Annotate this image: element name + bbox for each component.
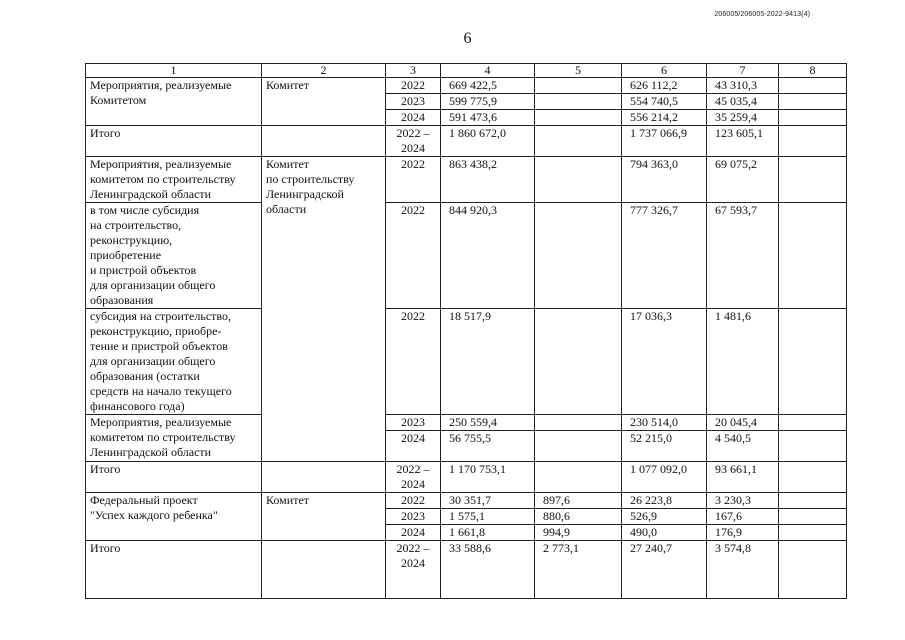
value-cell [535, 309, 622, 415]
value-cell [535, 78, 622, 94]
value-cell: 17 036,3 [622, 309, 707, 415]
value-cell [779, 541, 847, 599]
value-cell [779, 493, 847, 509]
header-row [86, 64, 847, 78]
value-cell: 1 481,6 [707, 309, 779, 415]
value-cell: 45 035,4 [707, 94, 779, 110]
value-cell: 777 326,7 [622, 203, 707, 309]
row-label: Итого [86, 126, 262, 157]
value-cell: 20 045,4 [707, 415, 779, 431]
year-cell: 2022 [386, 157, 441, 203]
row-label: Мероприятия, реализуемые комитетом по строительству Ленинградской области [86, 157, 262, 203]
value-cell [779, 110, 847, 126]
value-cell: 4 540,5 [707, 431, 779, 462]
row-label: Итого [86, 462, 262, 493]
row-label: Федеральный проект "Успех каждого ребенка" [86, 493, 262, 541]
value-cell: 250 559,4 [441, 415, 535, 431]
year-cell: 2022 – 2024 [386, 126, 441, 157]
value-cell: 35 259,4 [707, 110, 779, 126]
responsible-label: Комитет [262, 493, 386, 541]
table-row [86, 157, 847, 203]
row-label: субсидия на строительство, реконструкцию, приобре- тение и пристрой объектов для организации общего образования (остатки средств на начало текущего финансового года) [86, 309, 262, 415]
value-cell: 3 230,3 [707, 493, 779, 509]
value-cell [779, 94, 847, 110]
header-cell: 2 [262, 64, 386, 78]
value-cell: 1 077 092,0 [622, 462, 707, 493]
total-row [86, 541, 847, 599]
value-cell: 93 661,1 [707, 462, 779, 493]
value-cell: 56 755,5 [441, 431, 535, 462]
value-cell [535, 157, 622, 203]
value-cell [779, 203, 847, 309]
value-cell: 526,9 [622, 509, 707, 525]
value-cell: 230 514,0 [622, 415, 707, 431]
year-cell: 2022 [386, 309, 441, 415]
value-cell [779, 431, 847, 462]
value-cell: 844 920,3 [441, 203, 535, 309]
year-cell: 2023 [386, 509, 441, 525]
value-cell: 794 363,0 [622, 157, 707, 203]
value-cell: 863 438,2 [441, 157, 535, 203]
value-cell: 554 740,5 [622, 94, 707, 110]
year-cell: 2022 – 2024 [386, 541, 441, 599]
value-cell [779, 126, 847, 157]
page-number: 6 [463, 30, 472, 47]
value-cell: 26 223,8 [622, 493, 707, 509]
value-cell [535, 126, 622, 157]
year-cell: 2022 [386, 493, 441, 509]
value-cell [535, 94, 622, 110]
value-cell: 123 605,1 [707, 126, 779, 157]
header-cell: 4 [441, 64, 535, 78]
value-cell [535, 203, 622, 309]
value-cell [779, 509, 847, 525]
header-cell: 3 [386, 64, 441, 78]
header-cell: 8 [779, 64, 847, 78]
year-cell: 2024 [386, 525, 441, 541]
value-cell: 3 574,8 [707, 541, 779, 599]
table-row [86, 309, 847, 415]
value-cell: 67 593,7 [707, 203, 779, 309]
year-cell: 2024 [386, 431, 441, 462]
value-cell [535, 462, 622, 493]
value-cell: 27 240,7 [622, 541, 707, 599]
table-row [86, 78, 847, 94]
value-cell [779, 462, 847, 493]
year-cell: 2022 – 2024 [386, 462, 441, 493]
value-cell: 591 473,6 [441, 110, 535, 126]
value-cell: 33 588,6 [441, 541, 535, 599]
year-cell: 2022 [386, 78, 441, 94]
year-cell: 2022 [386, 203, 441, 309]
value-cell: 1 661,8 [441, 525, 535, 541]
value-cell: 556 214,2 [622, 110, 707, 126]
value-cell: 1 737 066,9 [622, 126, 707, 157]
value-cell: 897,6 [535, 493, 622, 509]
table-row [86, 203, 847, 309]
value-cell [535, 431, 622, 462]
responsible-label: Комитет по строительству Ленинградской области [262, 157, 386, 462]
value-cell: 2 773,1 [535, 541, 622, 599]
header-cell: 6 [622, 64, 707, 78]
value-cell [779, 157, 847, 203]
year-cell: 2023 [386, 94, 441, 110]
value-cell: 669 422,5 [441, 78, 535, 94]
value-cell: 52 215,0 [622, 431, 707, 462]
header-cell: 7 [707, 64, 779, 78]
total-row [86, 126, 847, 157]
document-id: 206005/206005-2022-9413(4) [714, 11, 810, 18]
value-cell [779, 78, 847, 94]
value-cell [535, 110, 622, 126]
row-label: Мероприятия, реализуемые комитетом по строительству Ленинградской области [86, 415, 262, 462]
value-cell: 69 075,2 [707, 157, 779, 203]
value-cell: 994,9 [535, 525, 622, 541]
value-cell: 30 351,7 [441, 493, 535, 509]
responsible-label: Комитет [262, 78, 386, 126]
value-cell: 599 775,9 [441, 94, 535, 110]
value-cell: 1 170 753,1 [441, 462, 535, 493]
value-cell: 1 575,1 [441, 509, 535, 525]
value-cell [779, 309, 847, 415]
row-label: Мероприятия, реализуемые Комитетом [86, 78, 262, 126]
value-cell: 167,6 [707, 509, 779, 525]
value-cell: 490,0 [622, 525, 707, 541]
responsible-label [262, 126, 386, 157]
responsible-label [262, 462, 386, 493]
row-label: в том числе субсидия на строительство, реконструкцию, приобретение и пристрой объектов для организации общего образования [86, 203, 262, 309]
row-label: Итого [86, 541, 262, 599]
budget-table [85, 63, 847, 599]
value-cell: 18 517,9 [441, 309, 535, 415]
value-cell: 1 860 672,0 [441, 126, 535, 157]
value-cell: 880,6 [535, 509, 622, 525]
header-cell: 1 [86, 64, 262, 78]
value-cell: 43 310,3 [707, 78, 779, 94]
value-cell [779, 415, 847, 431]
table-row [86, 493, 847, 509]
total-row [86, 462, 847, 493]
table-row [86, 415, 847, 431]
responsible-label [262, 541, 386, 599]
header-cell: 5 [535, 64, 622, 78]
value-cell [779, 525, 847, 541]
year-cell: 2023 [386, 415, 441, 431]
value-cell: 626 112,2 [622, 78, 707, 94]
value-cell [535, 415, 622, 431]
value-cell: 176,9 [707, 525, 779, 541]
year-cell: 2024 [386, 110, 441, 126]
